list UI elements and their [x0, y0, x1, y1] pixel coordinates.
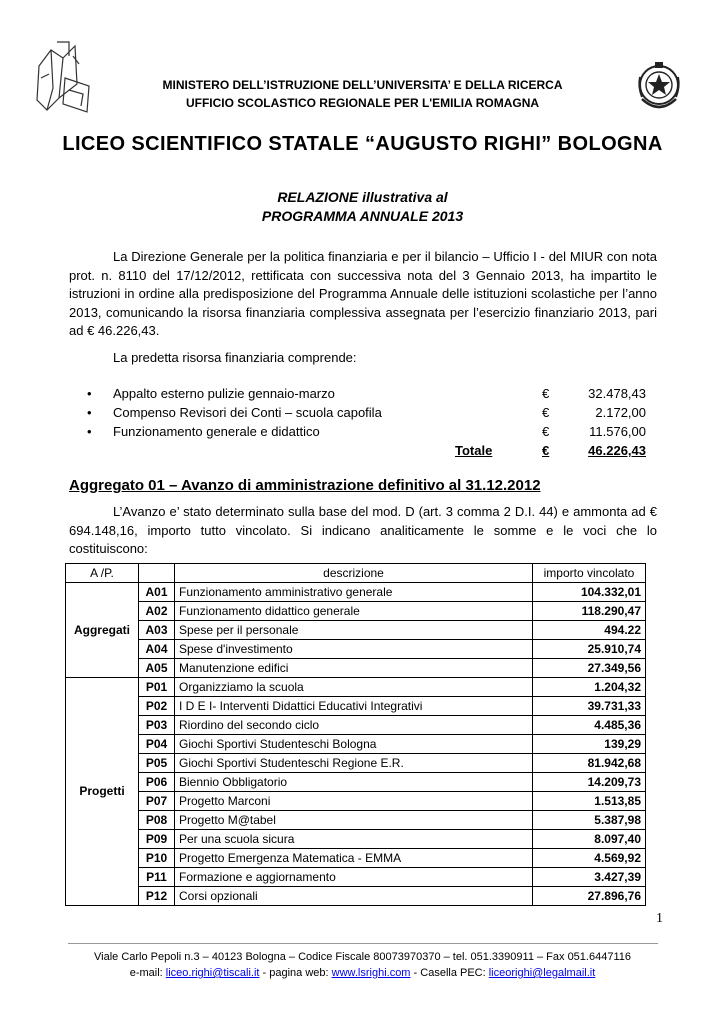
regional-office-name: UFFICIO SCOLASTICO REGIONALE PER L'EMILIA ROMAGNA — [185, 96, 540, 110]
table-row — [66, 811, 646, 830]
row-amount: 104.332,01 — [533, 583, 646, 602]
resource-list — [87, 386, 659, 462]
row-amount: 4.485,36 — [533, 716, 646, 735]
row-code: P06 — [139, 773, 175, 792]
section-paragraph: L’Avanzo e’ stato determinato sulla base del mod. D (art. 3 comma 2 D.I. 44) e ammonta ad € 694.148,16, importo tutto vincolato. Si indicano analiticamente le somme e le voci che lo costituiscono: — [69, 504, 657, 556]
row-description: Progetto Marconi — [175, 792, 533, 811]
row-amount: 5.387,98 — [533, 811, 646, 830]
row-description: Progetto M@tabel — [175, 811, 533, 830]
row-code: P09 — [139, 830, 175, 849]
footer-contacts — [0, 967, 725, 979]
row-amount: 39.731,33 — [533, 697, 646, 716]
table-row — [66, 735, 646, 754]
row-description: Biennio Obbligatorio — [175, 773, 533, 792]
header-amount: importo vincolato — [533, 564, 646, 583]
row-description: Organizziamo la scuola — [175, 678, 533, 697]
row-amount: 1.204,32 — [533, 678, 646, 697]
row-code: A01 — [139, 583, 175, 602]
footer-divider — [68, 943, 658, 944]
ministry-name: MINISTERO DELL’ISTRUZIONE DELL’UNIVERSITA’ E DELLA RICERCA — [162, 78, 563, 92]
row-amount: 1.513,85 — [533, 792, 646, 811]
row-code: P02 — [139, 697, 175, 716]
currency-symbol: € — [542, 443, 550, 458]
row-amount: 27.349,56 — [533, 659, 646, 678]
section-heading: Aggregato 01 – Avanzo di amministrazione definitivo al 31.12.2012 — [69, 477, 541, 494]
table-row — [66, 849, 646, 868]
table-row — [66, 773, 646, 792]
row-code: P03 — [139, 716, 175, 735]
list-item — [87, 424, 659, 443]
row-code: P01 — [139, 678, 175, 697]
email-link[interactable]: liceo.righi@tiscali.it — [165, 967, 260, 979]
row-code: P11 — [139, 868, 175, 887]
row-amount: 3.427,39 — [533, 868, 646, 887]
table-row — [66, 697, 646, 716]
total-amount: 46.226,43 — [588, 443, 646, 458]
row-amount: 81.942,68 — [533, 754, 646, 773]
row-code: P07 — [139, 792, 175, 811]
table-row — [66, 887, 646, 906]
report-title-line2: PROGRAMMA ANNUALE 2013 — [261, 208, 464, 224]
row-amount: 139,29 — [533, 735, 646, 754]
group-label: Aggregati — [66, 583, 139, 678]
bullet: • — [87, 424, 92, 439]
row-amount: 14.209,73 — [533, 773, 646, 792]
table-row — [66, 678, 646, 697]
row-description: I D E I- Interventi Didattici Educativi Integrativi — [175, 697, 533, 716]
currency-symbol: € — [542, 405, 550, 420]
row-code: P12 — [139, 887, 175, 906]
item-label: Compenso Revisori dei Conti – scuola capofila — [113, 405, 382, 420]
row-description: Progetto Emergenza Matematica - EMMA — [175, 849, 533, 868]
row-amount: 4.569,92 — [533, 849, 646, 868]
row-amount: 494.22 — [533, 621, 646, 640]
header-code — [139, 564, 175, 583]
row-description: Spese d'investimento — [175, 640, 533, 659]
row-description: Riordino del secondo ciclo — [175, 716, 533, 735]
budget-table — [65, 563, 646, 906]
item-amount: 2.172,00 — [595, 405, 646, 420]
table-row — [66, 640, 646, 659]
row-description: Giochi Sportivi Studenteschi Regione E.R. — [175, 754, 533, 773]
list-item — [87, 405, 659, 424]
row-description: Manutenzione edifici — [175, 659, 533, 678]
pec-label: - Casella PEC: — [410, 967, 489, 979]
row-code: P05 — [139, 754, 175, 773]
list-item — [87, 386, 659, 405]
total-row — [87, 443, 659, 462]
row-amount: 25.910,74 — [533, 640, 646, 659]
list-intro: La predetta risorsa finanziaria comprende: — [113, 350, 357, 365]
total-label: Totale — [455, 443, 493, 458]
row-code: P08 — [139, 811, 175, 830]
table-row — [66, 621, 646, 640]
table-row — [66, 583, 646, 602]
row-code: A04 — [139, 640, 175, 659]
table-row — [66, 754, 646, 773]
group-label: Progetti — [66, 678, 139, 906]
row-code: A05 — [139, 659, 175, 678]
row-description: Formazione e aggiornamento — [175, 868, 533, 887]
page-title: LICEO SCIENTIFICO STATALE “AUGUSTO RIGHI” BOLOGNA — [62, 133, 663, 155]
row-code: P04 — [139, 735, 175, 754]
table-row — [66, 868, 646, 887]
table-row — [66, 602, 646, 621]
table-row — [66, 792, 646, 811]
table-row — [66, 716, 646, 735]
header-description: descrizione — [175, 564, 533, 583]
row-description: Corsi opzionali — [175, 887, 533, 906]
row-code: P10 — [139, 849, 175, 868]
row-amount: 27.896,76 — [533, 887, 646, 906]
table-header-row — [66, 564, 646, 583]
report-title-line1: RELAZIONE illustrativa al — [277, 189, 448, 205]
header-ap: A /P. — [66, 564, 139, 583]
item-label: Funzionamento generale e didattico — [113, 424, 320, 439]
page-number: 1 — [656, 911, 663, 926]
row-amount: 8.097,40 — [533, 830, 646, 849]
table-row — [66, 659, 646, 678]
row-description: Funzionamento amministrativo generale — [175, 583, 533, 602]
currency-symbol: € — [542, 386, 550, 401]
row-description: Per una scuola sicura — [175, 830, 533, 849]
item-amount: 32.478,43 — [588, 386, 646, 401]
web-label: - pagina web: — [259, 967, 332, 979]
pec-email-link[interactable]: liceorighi@legalmail.it — [488, 967, 596, 979]
row-description: Funzionamento didattico generale — [175, 602, 533, 621]
website-link[interactable]: www.lsrighi.com — [331, 967, 411, 979]
row-code: A02 — [139, 602, 175, 621]
row-description: Spese per il personale — [175, 621, 533, 640]
row-description: Giochi Sportivi Studenteschi Bologna — [175, 735, 533, 754]
bullet: • — [87, 386, 92, 401]
email-label: e-mail: — [129, 967, 166, 979]
bullet: • — [87, 405, 92, 420]
intro-paragraph: La Direzione Generale per la politica finanziaria e per il bilancio – Ufficio I - del MIUR con nota prot. n. 8110 del 17/12/2012, rettificata con successiva nota del 3 Gennaio 2013, ha impartito le istruzioni in ordine alla predisposizione del Programma Annuale delle istituzioni scolastiche per l’anno 2013, comunicando la risorsa finanziaria complessiva assegnata per l’esercizio finanziario 2013, pari ad € 46.226,43. — [69, 249, 657, 338]
item-amount: 11.576,00 — [589, 424, 646, 439]
row-amount: 118.290,47 — [533, 602, 646, 621]
table-row — [66, 830, 646, 849]
row-code: A03 — [139, 621, 175, 640]
item-label: Appalto esterno pulizie gennaio-marzo — [113, 386, 335, 401]
footer-address: Viale Carlo Pepoli n.3 – 40123 Bologna – Codice Fiscale 80073970370 – tel. 051.3390911 – Fax 051.6447116 — [94, 951, 631, 963]
currency-symbol: € — [542, 424, 550, 439]
